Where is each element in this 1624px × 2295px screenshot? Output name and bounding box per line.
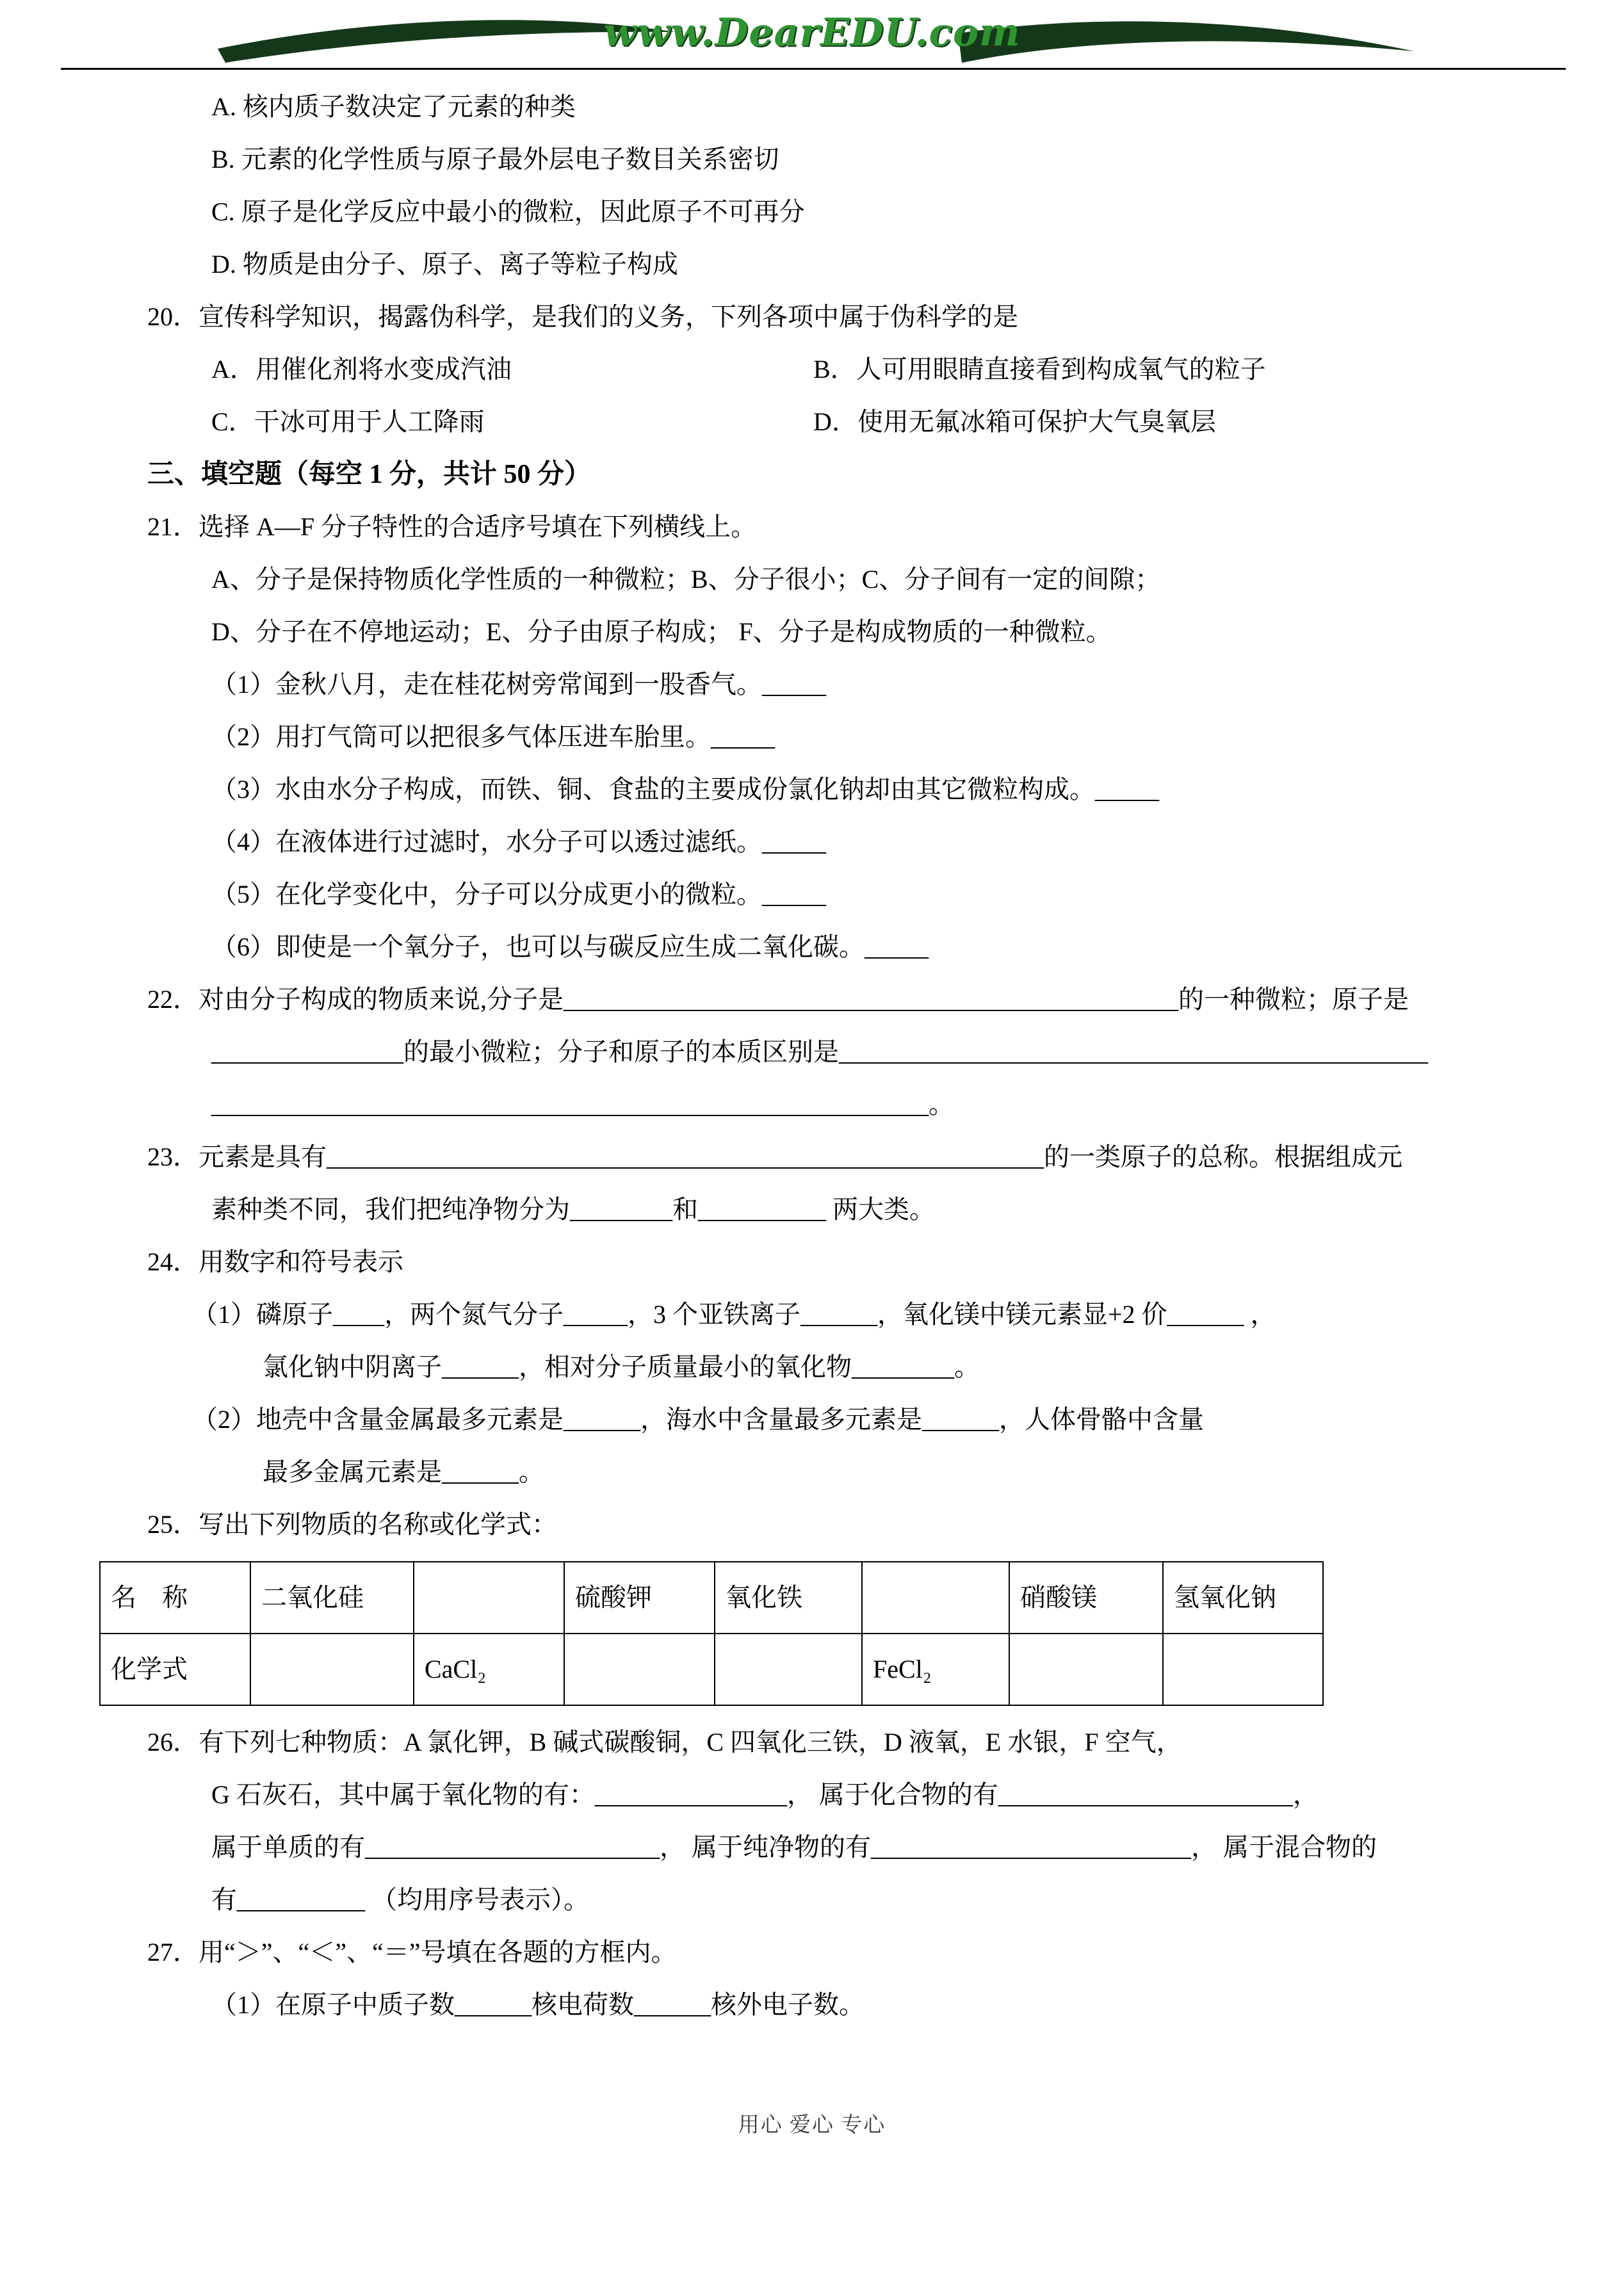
q20-option-c: C．干冰可用于人工降雨: [211, 407, 485, 436]
q21-item-3: （3）水由水分子构成，而铁、铜、食盐的主要成份氯化钠却由其它微粒构成。_____: [211, 775, 1159, 804]
q25-cell-formula-1: [250, 1634, 414, 1705]
q25-cell-formula-header: 化学式: [100, 1634, 250, 1705]
q27-item-1: （1）在原子中质子数______核电荷数______核外电子数。: [211, 1990, 865, 2019]
q21-item-2: （2）用打气筒可以把很多气体压进车胎里。_____: [211, 722, 775, 751]
q26-line-4: 有__________ （均用序号表示）。: [211, 1885, 589, 1914]
q25-chemical-table: [99, 1561, 1324, 1706]
q20-option-a: A．用催化剂将水变成汽油: [211, 355, 512, 384]
site-logo: www.DearEDU.com: [603, 10, 1021, 55]
q21-item-1: （1）金秋八月，走在桂花树旁常闻到一股香气。_____: [211, 670, 826, 699]
q24-item2-line1: （2）地壳中含量金属最多元素是______，海水中含量最多元素是______，人体骨骼中含量: [192, 1405, 1204, 1434]
q20-option-b: B．人可用眼睛直接看到构成氧气的粒子: [813, 355, 1266, 384]
q23-line-2: 素种类不同，我们把纯净物分为________和__________ 两大类。: [211, 1195, 935, 1224]
q25-cell-name-header: 名 称: [100, 1562, 250, 1634]
q22-line-1: 22．对由分子构成的物质来说,分子是________________________________________________的一种微粒；原子是: [147, 985, 1409, 1014]
q25-cell-name-6: 硝酸镁: [1009, 1562, 1163, 1634]
q21-item-4: （4）在液体进行过滤时，水分子可以透过滤纸。_____: [211, 827, 826, 856]
q21-desc-2: D、分子在不停地运动；E、分子由原子构成； F、分子是构成物质的一种微粒。: [211, 617, 1112, 646]
q25-cell-formula-6: [1009, 1634, 1163, 1705]
q19-option-d: D. 物质是由分子、原子、离子等粒子构成: [211, 250, 678, 279]
page-footer: [0, 2108, 1624, 2138]
q24-stem: 24．用数字和符号表示: [147, 1247, 403, 1276]
q25-cell-name-3: 硫酸钾: [564, 1562, 715, 1634]
q20-stem: 20．宣传科学知识，揭露伪科学，是我们的义务，下列各项中属于伪科学的是: [147, 302, 1018, 331]
q21-item-5: （5）在化学变化中，分子可以分成更小的微粒。_____: [211, 880, 826, 909]
q24-item1-line1: （1）磷原子____，两个氮气分子_____，3 个亚铁离子______，氧化镁中镁元素显+2 价______ ，: [192, 1300, 1276, 1329]
q19-option-b: B. 元素的化学性质与原子最外层电子数目关系密切: [211, 145, 779, 174]
q26-line-3: 属于单质的有_______________________， 属于纯净物的有_________________________， 属于混合物的: [211, 1833, 1377, 1861]
footer-text: 用心 爱心 专心: [738, 2114, 886, 2137]
q27-stem: 27．用“＞”、“＜”、“＝”号填在各题的方框内。: [147, 1938, 677, 1967]
q21-item-6: （6）即使是一个氧分子，也可以与碳反应生成二氧化碳。_____: [211, 932, 929, 961]
header-divider: [61, 68, 1566, 70]
site-header: [0, 0, 1624, 79]
table-row-formulas: [100, 1634, 1323, 1705]
q23-line-1: 23．元素是具有________________________________________________________的一类原子的总称。根据组成元: [147, 1142, 1402, 1171]
q25-cell-formula-2: CaCl₂: [414, 1634, 564, 1705]
q26-line-2: G 石灰石，其中属于氧化物的有：_______________， 属于化合物的有_______________________，: [211, 1780, 1319, 1809]
exam-body: [111, 81, 1480, 2031]
q24-item2-line2: 最多金属元素是______。: [263, 1457, 544, 1486]
q24-item1-line2: 氯化钠中阴离子______，相对分子质量最小的氧化物________。: [263, 1352, 980, 1381]
q26-line-1: 26．有下列七种物质：A 氯化钾，B 碱式碳酸铜，C 四氧化三铁，D 液氧，E 水银，F 空气，: [147, 1728, 1182, 1756]
table-row-names: [100, 1562, 1323, 1634]
q25-cell-name-5: [862, 1562, 1009, 1634]
q25-cell-name-2: [414, 1562, 564, 1634]
q25-cell-formula-4: [715, 1634, 862, 1705]
q19-option-c: C. 原子是化学反应中最小的微粒，因此原子不可再分: [211, 197, 805, 226]
q22-line-2: _______________的最小微粒；分子和原子的本质区别是______________________________________________: [211, 1037, 1428, 1066]
section3-title: 三、填空题（每空 1 分，共计 50 分）: [147, 460, 592, 489]
q25-stem: 25．写出下列物质的名称或化学式：: [147, 1510, 557, 1539]
q25-cell-formula-7: [1163, 1634, 1323, 1705]
q25-cell-formula-3: [564, 1634, 715, 1705]
q20-option-d: D．使用无氟冰箱可保护大气臭氧层: [813, 407, 1216, 436]
q21-stem: 21．选择 A—F 分子特性的合适序号填在下列横线上。: [147, 512, 757, 541]
q25-cell-name-7: 氢氧化钠: [1163, 1562, 1323, 1634]
q25-cell-name-1: 二氧化硅: [250, 1562, 414, 1634]
q25-cell-name-4: 氧化铁: [715, 1562, 862, 1634]
q25-cell-formula-5: FeCl₂: [862, 1634, 1009, 1705]
q19-option-a: A. 核内质子数决定了元素的种类: [211, 92, 576, 121]
q21-desc-1: A、分子是保持物质化学性质的一种微粒；B、分子很小；C、分子间有一定的间隙；: [211, 565, 1161, 594]
q20-options-row1: [211, 343, 1480, 396]
q22-line-3: ________________________________________________________。: [211, 1090, 954, 1119]
q20-options-row2: [211, 396, 1480, 448]
